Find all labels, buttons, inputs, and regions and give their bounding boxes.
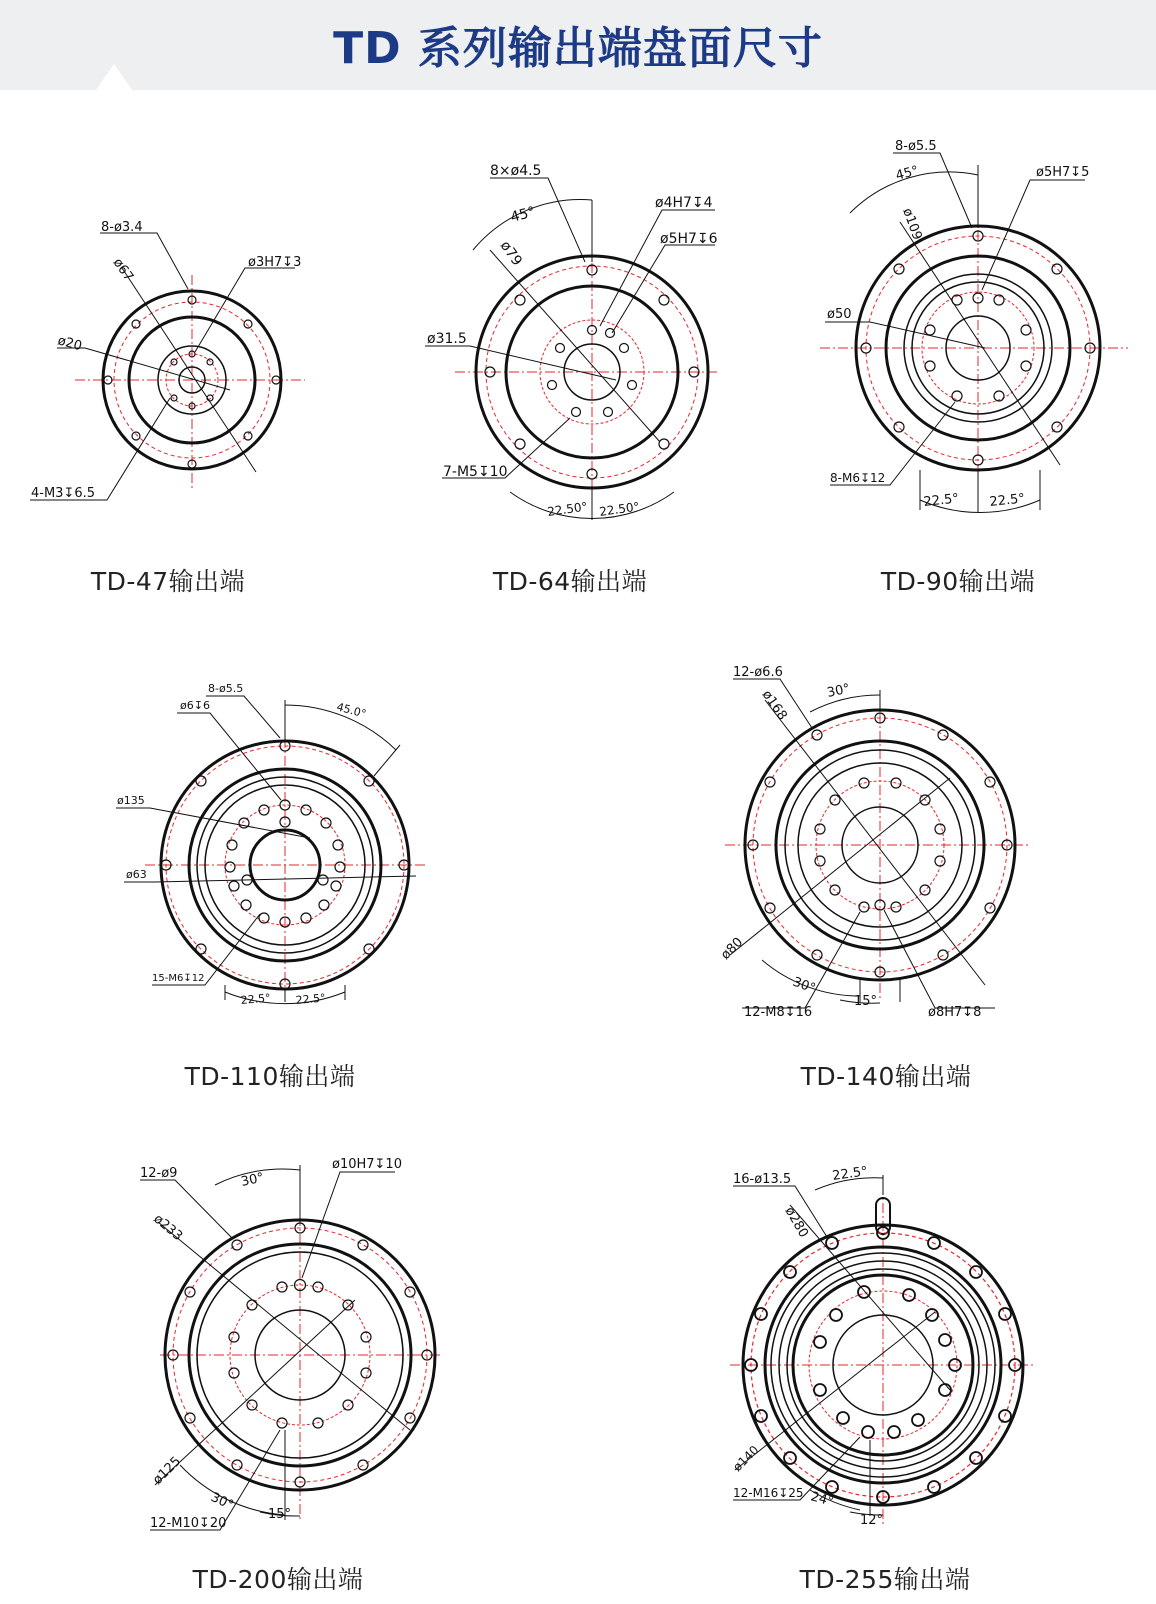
caption-td-110: TD-110输出端 bbox=[184, 1062, 356, 1091]
td-200-label-2: 30° bbox=[239, 1170, 266, 1190]
td-64-label-6: ø31.5 bbox=[427, 331, 467, 347]
td-47-label-4: ø20 bbox=[55, 333, 84, 355]
td-64-label-1: 8×ø4.5 bbox=[490, 163, 542, 179]
flange-td-200 bbox=[140, 1157, 440, 1531]
td-90-label-5: ø50 bbox=[827, 307, 852, 322]
td-64-label-2: 45° bbox=[508, 203, 538, 226]
td-110-label-2: 45.0° bbox=[335, 700, 368, 721]
td-140-label-6: 15° bbox=[854, 994, 878, 1009]
flange-td-64 bbox=[425, 163, 720, 520]
td-255-label-2: 22.5° bbox=[831, 1164, 869, 1184]
flange-td-90 bbox=[820, 139, 1128, 513]
td-140-label-1: 12-ø6.6 bbox=[733, 665, 783, 680]
td-90-label-3: ø5H7↧5 bbox=[1036, 165, 1090, 180]
td-200-label-5: ø125 bbox=[150, 1454, 185, 1488]
td-64-label-7: 7-M5↧10 bbox=[443, 464, 508, 480]
td-110-label-7: 22.5° bbox=[240, 991, 272, 1007]
td-110-label-4: ø135 bbox=[117, 794, 145, 807]
td-140-label-8: ø8H7↧8 bbox=[928, 1005, 982, 1020]
td-255-label-6: 24° bbox=[808, 1489, 836, 1510]
td-90-label-2: 45° bbox=[894, 163, 921, 184]
td-90-label-6: 8-M6↧12 bbox=[830, 471, 886, 485]
td-110-label-1: 8-ø5.5 bbox=[208, 682, 244, 695]
td-255-label-7: 12° bbox=[860, 1513, 884, 1528]
td-110-label-8: 22.5° bbox=[295, 991, 327, 1007]
flange-td-140 bbox=[718, 665, 1030, 1020]
caption-td-255: TD-255输出端 bbox=[799, 1565, 971, 1594]
td-140-label-7: 12-M8↧16 bbox=[744, 1005, 813, 1020]
caption-td-64: TD-64输出端 bbox=[492, 567, 648, 596]
td-47-label-2: ø67 bbox=[109, 255, 137, 285]
caption-td-90: TD-90输出端 bbox=[880, 567, 1036, 596]
flange-td-255 bbox=[730, 1164, 1035, 1528]
td-90-label-1: 8-ø5.5 bbox=[895, 139, 937, 154]
td-200-label-3: ø10H7↧10 bbox=[332, 1157, 402, 1172]
td-90-label-4: ø109 bbox=[899, 206, 925, 243]
td-64-label-4: ø79 bbox=[496, 238, 525, 269]
td-200-label-1: 12-ø9 bbox=[140, 1166, 178, 1181]
td-140-label-4: ø80 bbox=[718, 934, 747, 963]
td-255-label-5: 12-M16↧25 bbox=[733, 1486, 804, 1500]
td-200-label-7: 15° bbox=[268, 1507, 292, 1522]
flange-td-47 bbox=[30, 220, 305, 501]
td-255-label-1: 16-ø13.5 bbox=[733, 1172, 792, 1187]
td-90-label-8: 22.5° bbox=[988, 491, 1026, 510]
td-200-label-8: 12-M10↧20 bbox=[150, 1516, 227, 1531]
td-64-label-5: ø5H7↧6 bbox=[660, 231, 718, 247]
flange-td-110 bbox=[116, 682, 425, 1007]
td-110-label-5: ø63 bbox=[126, 868, 147, 881]
td-200-label-6: 30° bbox=[208, 1490, 236, 1514]
caption-td-200: TD-200输出端 bbox=[192, 1565, 364, 1594]
td-255-label-4: ø140 bbox=[730, 1442, 762, 1475]
td-255-label-3: ø280 bbox=[781, 1204, 811, 1241]
caption-td-140: TD-140输出端 bbox=[800, 1062, 972, 1091]
td-47-label-5: 4-M3↧6.5 bbox=[31, 486, 96, 501]
td-90-label-7: 22.5° bbox=[922, 491, 960, 510]
td-140-label-2: 30° bbox=[825, 681, 852, 701]
caption-td-47: TD-47输出端 bbox=[90, 567, 246, 596]
page-title: TD 系列输出端盘面尺寸 bbox=[333, 23, 823, 74]
td-140-label-5: 30° bbox=[790, 974, 818, 997]
td-64-label-8: 22.50° bbox=[546, 499, 589, 519]
td-200-label-4: ø233 bbox=[150, 1211, 186, 1245]
td-64-label-3: ø4H7↧4 bbox=[655, 195, 713, 211]
td-110-label-6: 15-M6↧12 bbox=[152, 973, 205, 984]
td-110-label-3: ø6↧6 bbox=[180, 699, 210, 712]
td-47-label-3: ø3H7↧3 bbox=[248, 255, 302, 270]
td-47-label-1: 8-ø3.4 bbox=[101, 220, 143, 235]
td-140-label-3: ø168 bbox=[758, 687, 790, 724]
td-64-label-9: 22.50° bbox=[598, 499, 641, 519]
